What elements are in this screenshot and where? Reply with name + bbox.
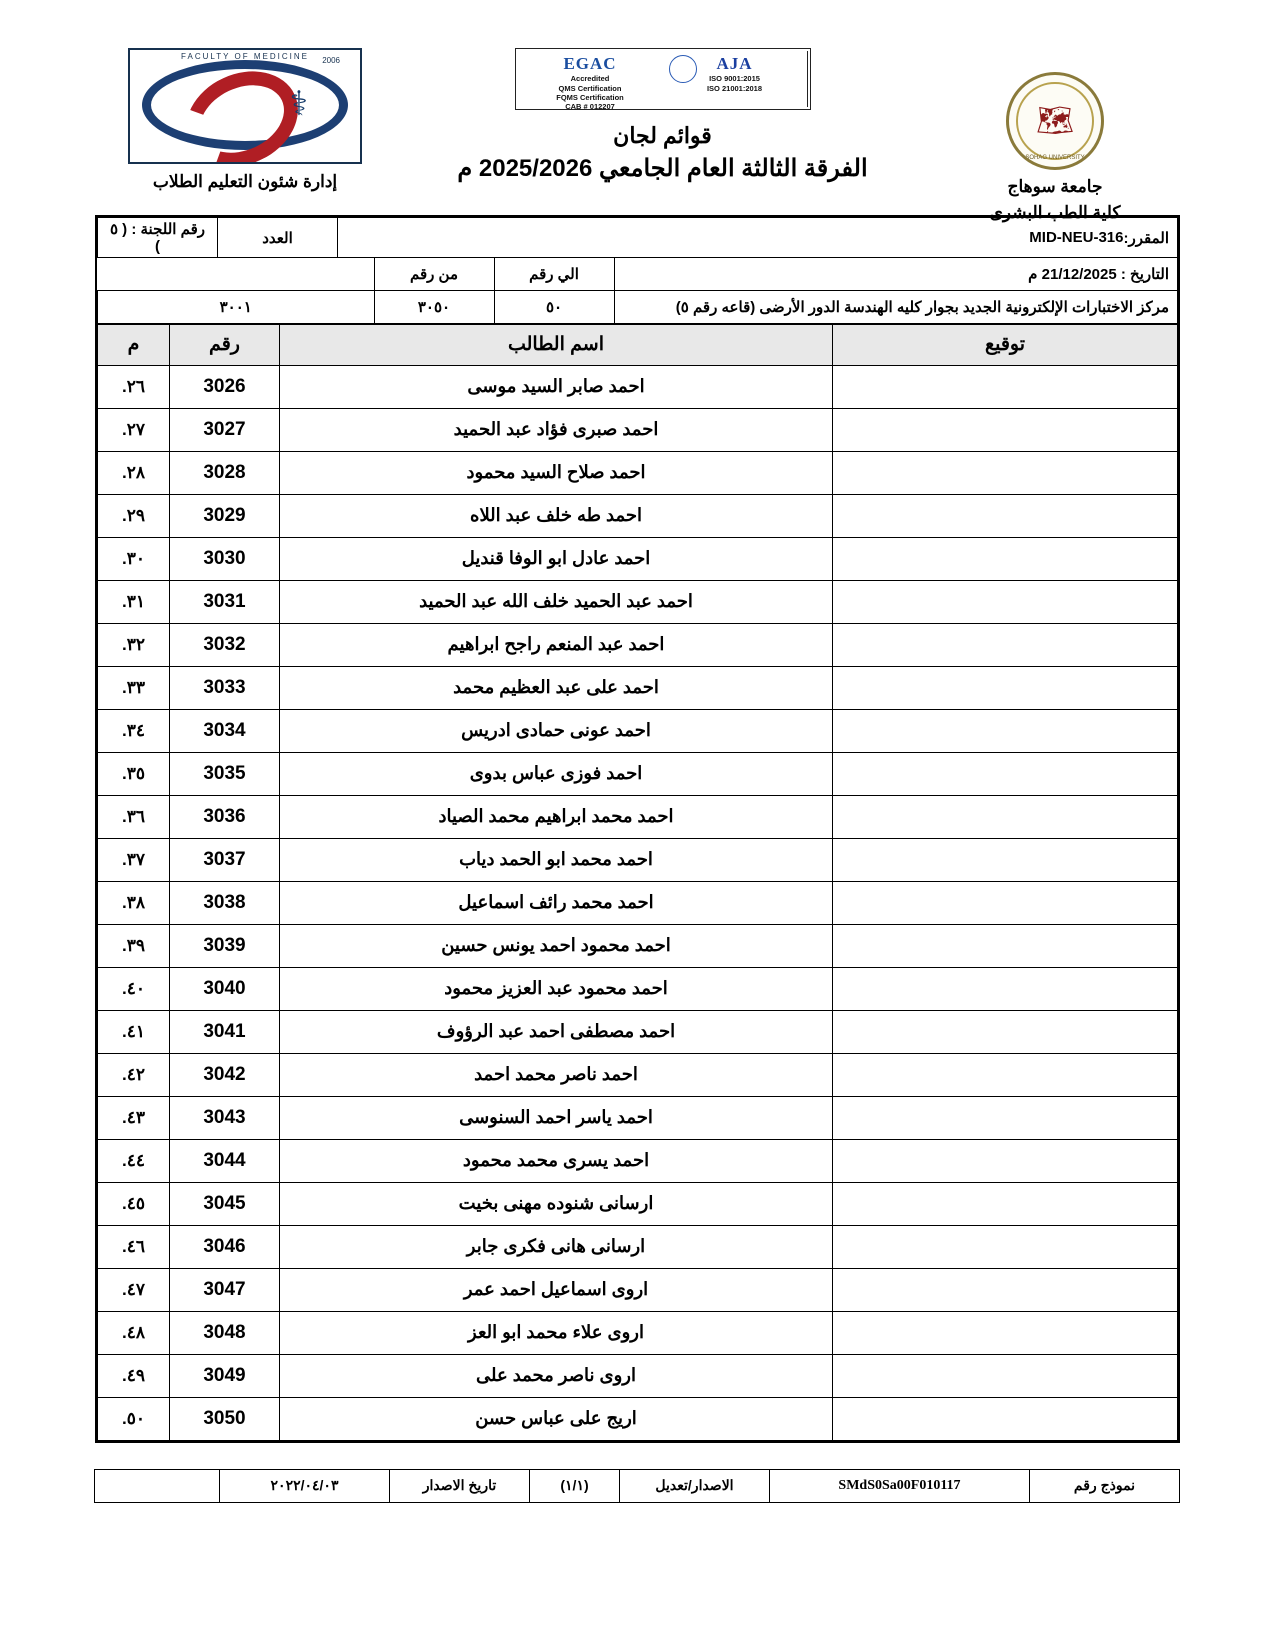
document-header bbox=[95, 30, 1180, 222]
document-body-frame bbox=[95, 215, 1180, 1443]
student-name-cell: احمد محمد ابو الحمد دياب bbox=[280, 838, 833, 881]
serial-cell: ٣٨. bbox=[98, 881, 170, 924]
table-row bbox=[98, 623, 1178, 666]
exam-info-table-2 bbox=[97, 257, 1178, 324]
table-row bbox=[98, 537, 1178, 580]
table-row bbox=[98, 1139, 1178, 1182]
document-title-line1: قوائم لجان bbox=[613, 123, 712, 148]
student-number-cell: 3033 bbox=[170, 666, 280, 709]
student-number-cell: 3045 bbox=[170, 1182, 280, 1225]
student-name-cell: احمد عونى حمادى ادريس bbox=[280, 709, 833, 752]
table-row bbox=[98, 1311, 1178, 1354]
column-header-serial: م bbox=[98, 324, 170, 365]
signature-cell[interactable] bbox=[833, 709, 1178, 752]
faculty-logo-icon: FACULTY OF MEDICINE 2006 ⚕ bbox=[128, 48, 362, 164]
serial-cell: ٤٥. bbox=[98, 1182, 170, 1225]
student-number-cell: 3044 bbox=[170, 1139, 280, 1182]
table-row bbox=[98, 1354, 1178, 1397]
table-row bbox=[98, 967, 1178, 1010]
egac-sub3: FQMS Certification bbox=[556, 93, 624, 102]
aja-certificate-icon bbox=[663, 51, 808, 107]
faculty-identity bbox=[95, 30, 395, 192]
student-number-cell: 3029 bbox=[170, 494, 280, 537]
table-row bbox=[98, 1225, 1178, 1268]
student-number-cell: 3039 bbox=[170, 924, 280, 967]
serial-cell: ٤٠. bbox=[98, 967, 170, 1010]
table-row bbox=[98, 752, 1178, 795]
range-to-value: ٣٠٥٠ bbox=[374, 290, 494, 323]
exam-date-value: 21/12/2025 م bbox=[1028, 265, 1117, 283]
signature-cell[interactable] bbox=[833, 967, 1178, 1010]
student-number-cell: 3041 bbox=[170, 1010, 280, 1053]
serial-cell: ٢٩. bbox=[98, 494, 170, 537]
student-number-cell: 3047 bbox=[170, 1268, 280, 1311]
serial-cell: ٤٤. bbox=[98, 1139, 170, 1182]
footer-row bbox=[95, 1469, 1180, 1502]
student-name-cell: احمد مصطفى احمد عبد الرؤوف bbox=[280, 1010, 833, 1053]
student-name-cell: احمد فوزى عباس بدوى bbox=[280, 752, 833, 795]
date-label-value bbox=[1028, 265, 1169, 283]
student-name-cell: ارسانى شنوده مهنى بخيت bbox=[280, 1182, 833, 1225]
signature-cell[interactable] bbox=[833, 1139, 1178, 1182]
range-from-label: من رقم bbox=[374, 257, 494, 290]
globe-icon bbox=[669, 55, 697, 83]
student-name-cell: ارسانى هانى فكرى جابر bbox=[280, 1225, 833, 1268]
egac-sub4: CAB # 012207 bbox=[565, 102, 615, 112]
student-name-cell: احمد محمد رائف اسماعيل bbox=[280, 881, 833, 924]
signature-cell[interactable] bbox=[833, 537, 1178, 580]
student-name-cell: احمد صلاح السيد محمود bbox=[280, 451, 833, 494]
signature-cell[interactable] bbox=[833, 838, 1178, 881]
aja-title: AJA bbox=[716, 54, 753, 73]
document-title-line2: الفرقة الثالثة العام الجامعي 2025/2026 م bbox=[457, 154, 868, 182]
signature-cell[interactable] bbox=[833, 1096, 1178, 1139]
student-name-cell: احمد يسرى محمد محمود bbox=[280, 1139, 833, 1182]
serial-cell: ٢٦. bbox=[98, 365, 170, 408]
student-name-cell: اريج على عباس حسن bbox=[280, 1397, 833, 1440]
footer-form-label: نموذج رقم bbox=[1030, 1469, 1180, 1502]
info-row-2 bbox=[98, 257, 1178, 290]
signature-cell[interactable] bbox=[833, 408, 1178, 451]
student-number-cell: 3037 bbox=[170, 838, 280, 881]
footer-revision-value: (١/١) bbox=[530, 1469, 620, 1502]
student-number-cell: 3026 bbox=[170, 365, 280, 408]
signature-cell[interactable] bbox=[833, 1354, 1178, 1397]
student-number-cell: 3038 bbox=[170, 881, 280, 924]
signature-cell[interactable] bbox=[833, 752, 1178, 795]
serial-cell: ٢٧. bbox=[98, 408, 170, 451]
serial-cell: ٣٤. bbox=[98, 709, 170, 752]
table-row bbox=[98, 709, 1178, 752]
signature-cell[interactable] bbox=[833, 924, 1178, 967]
signature-cell[interactable] bbox=[833, 623, 1178, 666]
table-row bbox=[98, 1096, 1178, 1139]
signature-cell[interactable] bbox=[833, 795, 1178, 838]
table-row bbox=[98, 1182, 1178, 1225]
table-row bbox=[98, 494, 1178, 537]
student-number-cell: 3031 bbox=[170, 580, 280, 623]
table-row bbox=[98, 580, 1178, 623]
egac-sub1: Accredited bbox=[570, 74, 610, 84]
signature-cell[interactable] bbox=[833, 1182, 1178, 1225]
serial-cell: ٣٧. bbox=[98, 838, 170, 881]
faculty-name: كلية الطب البشرى bbox=[989, 202, 1121, 222]
student-name-cell: احمد عادل ابو الوفا قنديل bbox=[280, 537, 833, 580]
serial-cell: ٣٣. bbox=[98, 666, 170, 709]
student-name-cell: اروى اسماعيل احمد عمر bbox=[280, 1268, 833, 1311]
egac-sub2: QMS Certification bbox=[558, 83, 622, 93]
table-row bbox=[98, 365, 1178, 408]
certification-badges bbox=[515, 48, 811, 110]
student-number-cell: 3043 bbox=[170, 1096, 280, 1139]
info-row-3 bbox=[98, 290, 1178, 323]
signature-cell[interactable] bbox=[833, 1268, 1178, 1311]
table-row bbox=[98, 408, 1178, 451]
range-from-value: ٣٠٠١ bbox=[98, 290, 375, 323]
column-header-name: اسم الطالب bbox=[280, 324, 833, 365]
serial-cell: ٤٧. bbox=[98, 1268, 170, 1311]
serial-cell: ٣٢. bbox=[98, 623, 170, 666]
column-header-signature: توقيع bbox=[833, 324, 1178, 365]
student-name-cell: احمد محمد ابراهيم محمد الصياد bbox=[280, 795, 833, 838]
egac-certificate-icon bbox=[518, 51, 663, 112]
exam-location: مركز الاختبارات الإلكترونية الجديد بجوار كليه الهندسة الدور الأرضى (قاعه رقم ٥) bbox=[614, 290, 1178, 323]
serial-cell: ٣٥. bbox=[98, 752, 170, 795]
egac-title: EGAC bbox=[563, 54, 617, 73]
signature-cell[interactable] bbox=[833, 666, 1178, 709]
footer-form-code: SMdS0Sa00F010117 bbox=[770, 1469, 1030, 1502]
serial-cell: ٤٢. bbox=[98, 1053, 170, 1096]
serial-cell: ٤٩. bbox=[98, 1354, 170, 1397]
course-label: المقرر: bbox=[1123, 229, 1169, 247]
table-row bbox=[98, 795, 1178, 838]
department-name: إدارة شئون التعليم الطلاب bbox=[152, 172, 338, 191]
student-name-cell: احمد محمود عبد العزيز محمود bbox=[280, 967, 833, 1010]
table-row bbox=[98, 881, 1178, 924]
student-number-cell: 3036 bbox=[170, 795, 280, 838]
table-row bbox=[98, 666, 1178, 709]
student-number-cell: 3028 bbox=[170, 451, 280, 494]
student-number-cell: 3040 bbox=[170, 967, 280, 1010]
aja-sub1: ISO 9001:2015 bbox=[709, 74, 760, 84]
signature-cell[interactable] bbox=[833, 1053, 1178, 1096]
serial-cell: ٥٠. bbox=[98, 1397, 170, 1440]
signature-cell[interactable] bbox=[833, 1397, 1178, 1440]
faculty-logo-year: 2006 bbox=[322, 56, 340, 65]
signature-cell[interactable] bbox=[833, 365, 1178, 408]
serial-cell: ٤٨. bbox=[98, 1311, 170, 1354]
student-number-cell: 3030 bbox=[170, 537, 280, 580]
student-name-cell: احمد عبد الحميد خلف الله عبد الحميد bbox=[280, 580, 833, 623]
student-rows-body bbox=[98, 365, 1178, 1440]
student-number-cell: 3048 bbox=[170, 1311, 280, 1354]
course-value: MID-NEU-316 bbox=[1029, 228, 1124, 246]
footer-table bbox=[94, 1469, 1180, 1503]
footer-date-label: تاريخ الاصدار bbox=[390, 1469, 530, 1502]
table-row bbox=[98, 451, 1178, 494]
signature-cell[interactable] bbox=[833, 494, 1178, 537]
table-row bbox=[98, 924, 1178, 967]
signature-cell[interactable] bbox=[833, 881, 1178, 924]
student-number-cell: 3042 bbox=[170, 1053, 280, 1096]
faculty-logo-text: FACULTY OF MEDICINE bbox=[181, 52, 309, 61]
footer-spacer bbox=[95, 1469, 220, 1502]
student-name-cell: احمد صابر السيد موسى bbox=[280, 365, 833, 408]
university-identity bbox=[930, 30, 1180, 225]
exam-date-label: التاريخ : bbox=[1120, 265, 1169, 283]
header-center bbox=[395, 30, 930, 187]
table-row bbox=[98, 1397, 1178, 1440]
date-cell bbox=[614, 257, 1178, 290]
serial-cell: ٣٩. bbox=[98, 924, 170, 967]
footer-revision-label: الاصدار/تعديل bbox=[620, 1469, 770, 1502]
footer-date-value: ٢٠٢٢/٠٤/٠٣ bbox=[220, 1469, 390, 1502]
table-row bbox=[98, 838, 1178, 881]
serial-cell: ٤٦. bbox=[98, 1225, 170, 1268]
university-name: جامعة سوهاج bbox=[1007, 177, 1103, 196]
student-name-cell: اروى ناصر محمد على bbox=[280, 1354, 833, 1397]
table-row bbox=[98, 1268, 1178, 1311]
student-name-cell: اروى علاء محمد ابو العز bbox=[280, 1311, 833, 1354]
serial-cell: ٢٨. bbox=[98, 451, 170, 494]
signature-cell[interactable] bbox=[833, 580, 1178, 623]
table-row bbox=[98, 1010, 1178, 1053]
serial-cell: ٤٣. bbox=[98, 1096, 170, 1139]
university-logo-icon: 🗺 SOHAG UNIVERSITY bbox=[1006, 72, 1104, 170]
student-number-cell: 3032 bbox=[170, 623, 280, 666]
column-header-number: رقم bbox=[170, 324, 280, 365]
table-header-row bbox=[98, 324, 1178, 365]
serial-cell: ٣٠. bbox=[98, 537, 170, 580]
student-name-cell: احمد طه خلف عبد اللاه bbox=[280, 494, 833, 537]
committee-number: رقم اللجنة : ( ٥ ) bbox=[98, 218, 218, 258]
table-row bbox=[98, 1053, 1178, 1096]
student-name-cell: احمد عبد المنعم راجح ابراهيم bbox=[280, 623, 833, 666]
range-to-label: الي رقم bbox=[494, 257, 614, 290]
student-number-cell: 3050 bbox=[170, 1397, 280, 1440]
student-number-cell: 3034 bbox=[170, 709, 280, 752]
student-list-table bbox=[97, 324, 1178, 1441]
student-number-cell: 3049 bbox=[170, 1354, 280, 1397]
student-name-cell: احمد ياسر احمد السنوسى bbox=[280, 1096, 833, 1139]
signature-cell[interactable] bbox=[833, 1311, 1178, 1354]
student-number-cell: 3027 bbox=[170, 408, 280, 451]
student-name-cell: احمد محمود احمد يونس حسين bbox=[280, 924, 833, 967]
student-name-cell: احمد صبرى فؤاد عبد الحميد bbox=[280, 408, 833, 451]
document-footer bbox=[95, 1469, 1180, 1503]
serial-cell: ٤١. bbox=[98, 1010, 170, 1053]
count-label: العدد bbox=[218, 218, 338, 258]
count-value: ٥٠ bbox=[494, 290, 614, 323]
student-number-cell: 3046 bbox=[170, 1225, 280, 1268]
student-number-cell: 3035 bbox=[170, 752, 280, 795]
serial-cell: ٣١. bbox=[98, 580, 170, 623]
student-name-cell: احمد ناصر محمد احمد bbox=[280, 1053, 833, 1096]
signature-cell[interactable] bbox=[833, 1225, 1178, 1268]
aja-sub2: ISO 21001:2018 bbox=[706, 83, 763, 93]
signature-cell[interactable] bbox=[833, 1010, 1178, 1053]
serial-cell: ٣٦. bbox=[98, 795, 170, 838]
signature-cell[interactable] bbox=[833, 451, 1178, 494]
student-name-cell: احمد على عبد العظيم محمد bbox=[280, 666, 833, 709]
